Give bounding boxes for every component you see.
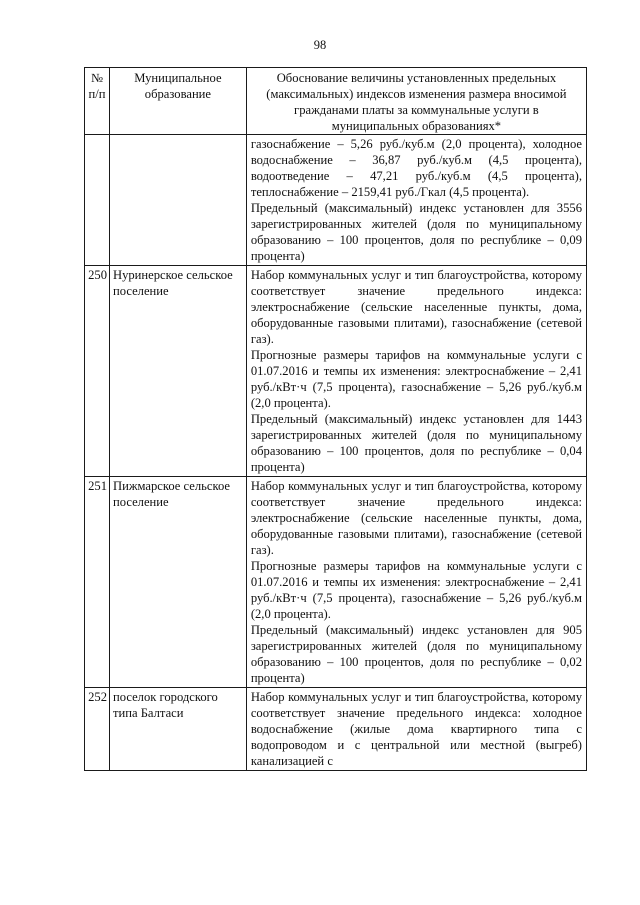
justification-paragraph: Прогнозные размеры тарифов на коммунальные услуги с 01.07.2016 и темпы их изменения: электроснабжение – 2,41 руб./кВт·ч (7,5 процента), газоснабжение – 5,26 руб./куб.м (2,0 процента).: [250, 348, 582, 410]
row-justification: [246, 477, 586, 688]
table-row: [85, 688, 587, 771]
table-row: [85, 477, 587, 688]
row-number: [85, 135, 110, 266]
justification-paragraph: Предельный (максимальный) индекс установлен для 3556 зарегистрированных жителей (доля по муниципальному образованию – 100 процентов, доля по республике – 0,09 процента): [250, 201, 582, 263]
justification-paragraph: Прогнозные размеры тарифов на коммунальные услуги с 01.07.2016 и темпы их изменения: электроснабжение – 2,41 руб./кВт·ч (7,5 процента), газоснабжение – 5,26 руб./куб.м (2,0 процента).: [250, 559, 582, 621]
row-number: 252: [85, 688, 110, 771]
justification-paragraph: Предельный (максимальный) индекс установлен для 905 зарегистрированных жителей (доля по муниципальному образованию – 100 процентов, доля по республике – 0,02 процента): [250, 623, 582, 685]
row-municipality: Пижмарское сельское поселение: [109, 477, 246, 688]
row-justification: [246, 135, 586, 266]
row-municipality: [109, 135, 246, 266]
page-number: 98: [313, 38, 327, 52]
table-header-row: [85, 68, 587, 135]
justification-paragraph: Набор коммунальных услуг и тип благоустройства, которому соответствует значение предельного индекса: электроснабжение (сельские населенные пункты, дома, оборудованные газовыми плитами), газоснабжение (сетевой газ).: [250, 479, 582, 557]
justification-paragraph: газоснабжение – 5,26 руб./куб.м (2,0 процента), холодное водоснабжение – 36,87 руб./куб.м (4,5 процента), водоотведение – 47,21 руб./куб.м (4,5 процента), теплоснабжение – 2159,41 руб./Гкал (4,5 процента).: [250, 137, 582, 199]
justification-paragraph: Предельный (максимальный) индекс установлен для 1443 зарегистрированных жителей (доля по муниципальному образованию – 100 процентов, доля по республике – 0,04 процента): [250, 412, 582, 474]
row-municipality: Нуринерское сельское поселение: [109, 266, 246, 477]
justification-paragraph: Набор коммунальных услуг и тип благоустройства, которому соответствует значение предельного индекса: электроснабжение (сельские населенные пункты, дома, оборудованные газовыми плитами), газоснабжение (сетевой газ).: [250, 268, 582, 346]
row-number: 251: [85, 477, 110, 688]
header-number: № п/п: [85, 68, 110, 135]
header-justification: Обоснование величины установленных предельных (максимальных) индексов изменения размера вносимой гражданами платы за коммунальные услуги в муниципальных образованиях*: [246, 68, 586, 135]
table-row: [85, 266, 587, 477]
tariff-index-table: [84, 67, 587, 771]
row-justification: [246, 266, 586, 477]
row-municipality: поселок городского типа Балтаси: [109, 688, 246, 771]
justification-paragraph: Набор коммунальных услуг и тип благоустройства, которому соответствует значение предельного индекса: холодное водоснабжение (жилые дома квартирного типа с водопроводом и с центральной или местной (выгреб) канализацией с: [250, 690, 582, 768]
row-justification: [246, 688, 586, 771]
row-number: 250: [85, 266, 110, 477]
header-municipality: Муниципальное образование: [109, 68, 246, 135]
table-row: [85, 135, 587, 266]
